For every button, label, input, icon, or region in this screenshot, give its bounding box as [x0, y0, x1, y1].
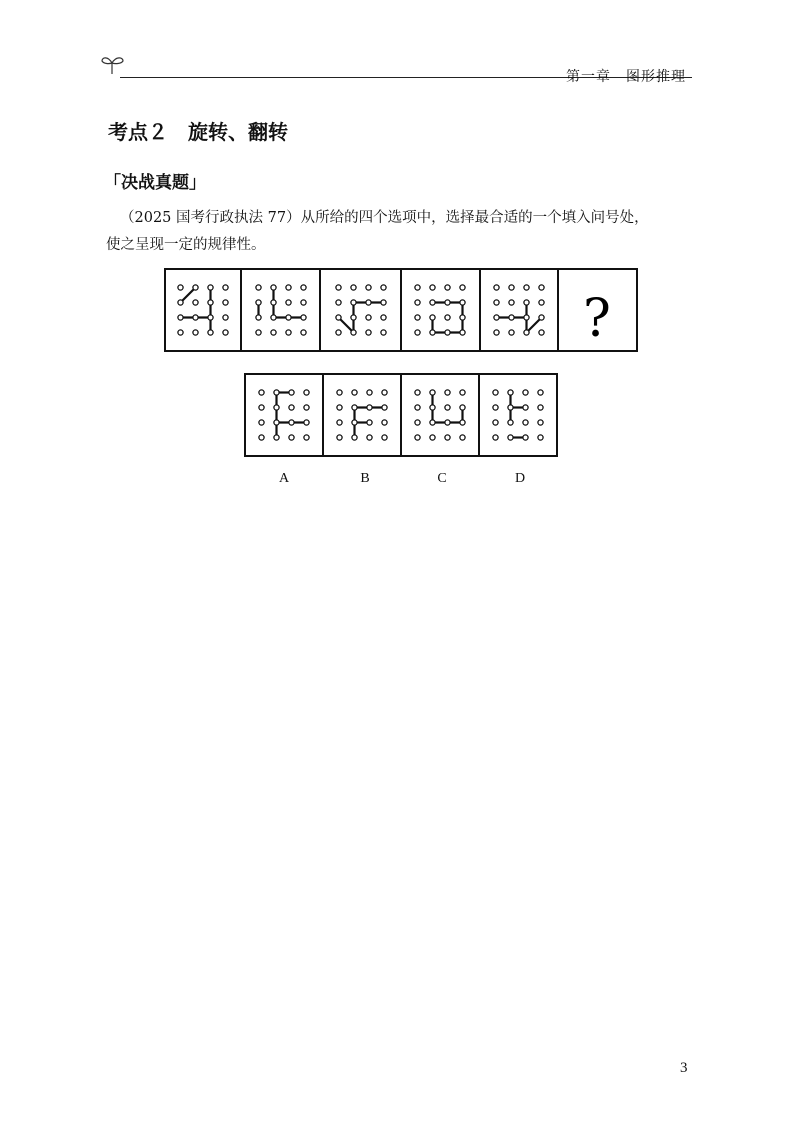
figure-dot	[509, 285, 514, 290]
figure-dot	[430, 315, 435, 320]
figure-dot	[430, 405, 435, 410]
figure-dot	[445, 330, 450, 335]
figure-dot	[430, 330, 435, 335]
figure-dot	[445, 285, 450, 290]
figure-dot	[415, 285, 420, 290]
figure-dot	[445, 315, 450, 320]
figure-dot	[539, 300, 544, 305]
figure-dot	[508, 405, 513, 410]
figure-dot	[223, 300, 228, 305]
question-text	[106, 205, 698, 259]
figure-dot	[223, 330, 228, 335]
figure-dot	[430, 285, 435, 290]
figure-dot	[289, 420, 294, 425]
figure-dot	[208, 300, 213, 305]
figure-dot	[494, 300, 499, 305]
figure-dot	[460, 420, 465, 425]
figure-dot	[352, 420, 357, 425]
figure-dot	[524, 285, 529, 290]
figure-dot	[286, 315, 291, 320]
figure-dot	[493, 420, 498, 425]
figure-dot	[367, 420, 372, 425]
figure-dot	[382, 420, 387, 425]
figure-dot	[524, 315, 529, 320]
figure-dot	[223, 285, 228, 290]
option-figures	[244, 373, 558, 457]
option-label-c[interactable]: C	[437, 471, 447, 486]
figure-dot	[508, 420, 513, 425]
figure-dot	[415, 420, 420, 425]
figure-dot	[256, 300, 261, 305]
option-label-d[interactable]: D	[514, 471, 526, 486]
question-mark: ?	[583, 289, 611, 349]
figure-dot	[289, 435, 294, 440]
figure-dot	[494, 330, 499, 335]
figure-dot	[274, 405, 279, 410]
figure-dot	[289, 405, 294, 410]
figure-dot	[301, 315, 306, 320]
figure-dot	[367, 435, 372, 440]
figure-dot	[304, 405, 309, 410]
figure-dot	[367, 405, 372, 410]
figure-dot	[523, 420, 528, 425]
puzzle-figure-1	[178, 285, 228, 335]
figure-dot	[367, 390, 372, 395]
figure-dot	[351, 285, 356, 290]
figure-dot	[539, 285, 544, 290]
figure-dot	[337, 435, 342, 440]
figure-dot	[445, 435, 450, 440]
figure-dot	[178, 285, 183, 290]
figure-dot	[366, 330, 371, 335]
figure-dot	[337, 420, 342, 425]
figure-dot	[460, 330, 465, 335]
figure-dot	[460, 315, 465, 320]
figure-dot	[494, 285, 499, 290]
figure-dot	[351, 315, 356, 320]
figure-dot	[415, 390, 420, 395]
figure-dot	[382, 435, 387, 440]
figure-dot	[352, 390, 357, 395]
figure-dot	[382, 390, 387, 395]
option-label-b[interactable]: B	[360, 471, 370, 486]
figure-dot	[274, 420, 279, 425]
figure-dot	[208, 330, 213, 335]
figure-dot	[193, 300, 198, 305]
option-figure-a[interactable]	[259, 390, 309, 440]
figure-dot	[336, 285, 341, 290]
figure-dot	[523, 390, 528, 395]
figure-dot	[271, 300, 276, 305]
option-figure-c[interactable]	[415, 390, 465, 440]
figure-dot	[286, 285, 291, 290]
figure-dot	[381, 300, 386, 305]
figure-dot	[304, 435, 309, 440]
figure-dot	[259, 405, 264, 410]
figure-dot	[259, 435, 264, 440]
figure-dot	[352, 435, 357, 440]
sprout-icon	[100, 52, 126, 76]
figure-dot	[208, 285, 213, 290]
figure-dot	[508, 435, 513, 440]
figure-dot	[366, 285, 371, 290]
figure-dot	[193, 285, 198, 290]
puzzle-figure-5	[494, 285, 544, 335]
figure-dot	[509, 300, 514, 305]
figure-dot	[415, 435, 420, 440]
figure-dot	[538, 420, 543, 425]
figure-dot	[223, 315, 228, 320]
figure-dot	[301, 285, 306, 290]
figure-dot	[415, 405, 420, 410]
figure-dot	[539, 315, 544, 320]
figure-dot	[430, 435, 435, 440]
figure-dot	[336, 330, 341, 335]
figure-dot	[430, 390, 435, 395]
figure-dot	[259, 420, 264, 425]
figure-dot	[445, 300, 450, 305]
figure-dot	[382, 405, 387, 410]
puzzle-figure-2	[256, 285, 306, 335]
figure-dot	[381, 330, 386, 335]
figure-dot	[274, 435, 279, 440]
figure-dot	[430, 420, 435, 425]
puzzle-figure-4	[415, 285, 465, 335]
figure-dot	[430, 300, 435, 305]
figure-dot	[493, 390, 498, 395]
figure-dot	[193, 330, 198, 335]
option-figure-b[interactable]	[337, 390, 387, 440]
figure-dot	[271, 285, 276, 290]
figure-dot	[337, 390, 342, 395]
figure-dot	[178, 300, 183, 305]
figure-dot	[274, 390, 279, 395]
figure-dot	[523, 405, 528, 410]
figure-dot	[415, 315, 420, 320]
question-line-2: 使之呈现一定的规律性。	[106, 237, 266, 253]
figure-dot	[538, 405, 543, 410]
section-title: 考点２ 旋转、翻转	[108, 120, 288, 144]
figure-dot	[415, 300, 420, 305]
figure-dot	[178, 315, 183, 320]
figure-dot	[336, 315, 341, 320]
figure-dot	[524, 330, 529, 335]
figure-dot	[494, 315, 499, 320]
figure-dot	[539, 330, 544, 335]
figure-dot	[366, 315, 371, 320]
header-divider	[120, 77, 552, 78]
figure-dot	[460, 390, 465, 395]
figure-dot	[493, 405, 498, 410]
figure-dot	[509, 330, 514, 335]
figure-dot	[271, 315, 276, 320]
figure-dot	[286, 330, 291, 335]
figure-dot	[178, 330, 183, 335]
figure-dot	[381, 315, 386, 320]
figure-dot	[301, 330, 306, 335]
figure-dot	[336, 300, 341, 305]
figure-dot	[366, 300, 371, 305]
puzzle-sequence	[164, 268, 638, 352]
figure-dot	[415, 330, 420, 335]
figure-dot	[460, 285, 465, 290]
figure-dot	[193, 315, 198, 320]
question-line-1: （2025 国考行政执法 77）从所给的四个选项中，选择最合适的一个填入问号处，	[120, 210, 649, 226]
figure-dot	[493, 435, 498, 440]
figure-dot	[538, 435, 543, 440]
figure-dot	[256, 330, 261, 335]
figure-dot	[508, 390, 513, 395]
figure-dot	[381, 285, 386, 290]
figure-dot	[509, 315, 514, 320]
figure-dot	[351, 330, 356, 335]
figure-dot	[445, 390, 450, 395]
figure-dot	[460, 300, 465, 305]
chapter-label: 第一章 图形推理	[566, 69, 686, 85]
figure-dot	[445, 405, 450, 410]
figure-dot	[351, 300, 356, 305]
figure-dot	[538, 390, 543, 395]
option-label-a[interactable]: A	[278, 471, 290, 486]
figure-dot	[460, 405, 465, 410]
subsection-title: 「决战真题」	[104, 173, 206, 193]
page-number: 3	[680, 1060, 688, 1076]
figure-dot	[352, 405, 357, 410]
puzzle-figure-3	[336, 285, 386, 335]
figure-dot	[304, 390, 309, 395]
figure-dot	[271, 330, 276, 335]
figure-dot	[460, 435, 465, 440]
figure-dot	[256, 315, 261, 320]
figure-dot	[289, 390, 294, 395]
figure-dot	[286, 300, 291, 305]
figure-dot	[208, 315, 213, 320]
figure-dot	[304, 420, 309, 425]
option-figure-d[interactable]	[493, 390, 543, 440]
figure-dot	[523, 435, 528, 440]
figure-dot	[259, 390, 264, 395]
figure-dot	[524, 300, 529, 305]
figure-dot	[445, 420, 450, 425]
figure-dot	[256, 285, 261, 290]
figure-dot	[301, 300, 306, 305]
figure-dot	[337, 405, 342, 410]
